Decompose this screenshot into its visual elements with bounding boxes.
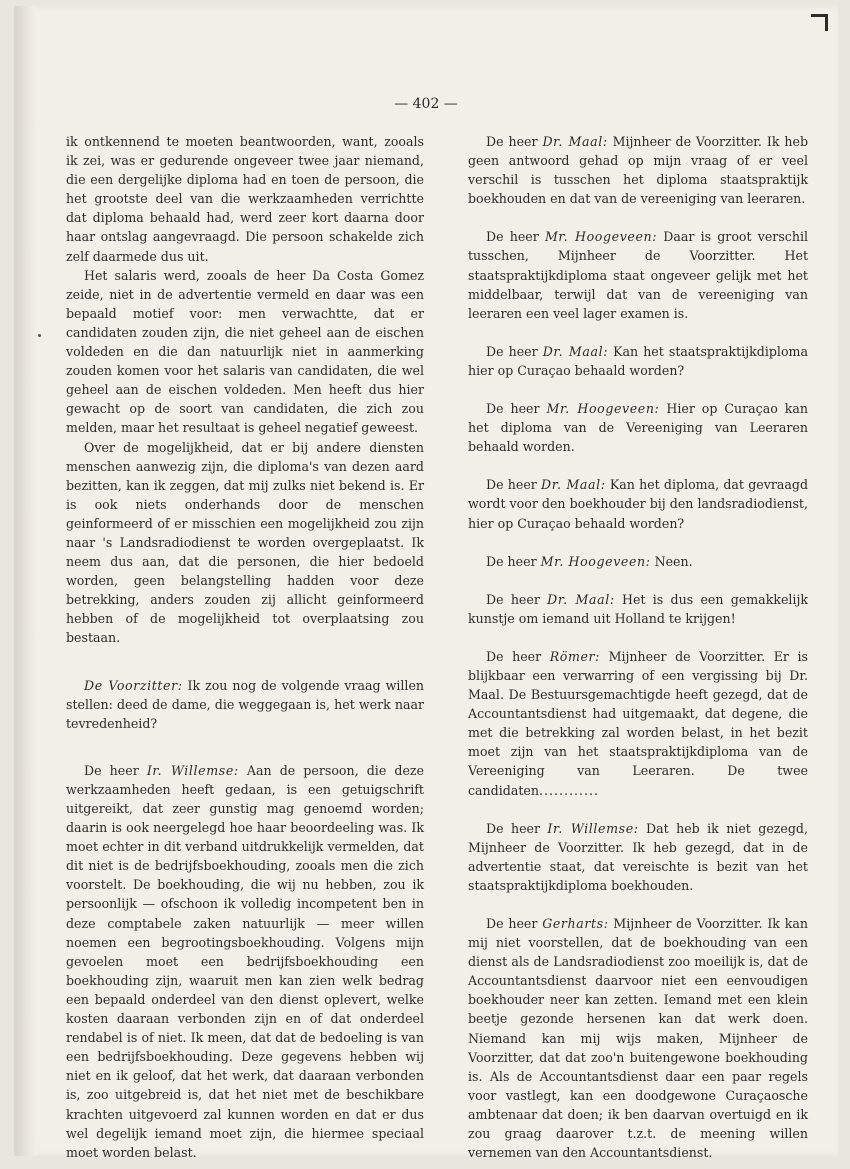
speaker-prefix: De heer [486,553,541,569]
speech-text: Neen. [650,553,693,569]
page-fold-shadow [14,6,36,1156]
speaker-name: Dr. Maal: [542,343,609,359]
speech-text: Aan de persoon, die deze werkzaamheden heeft gedaan, is een getuigschrift uitgereikt, dat zeer gunstig mag genoemd worden; daarin is ook neergelegd hoe haar beoordeeling was. Ik moet echter in dit verband uitdrukkelijk vermelden, dat dit niet is de bedrijfsboekhouding, zooals men die zich voorstelt. De boekhouding, die wij nu hebben, zou ik persoonlijk — ofschoon ik volledig incompetent ben in deze comptabele zaken natuurlijk — meer willen noemen een begrootingsboekhouding. Volgens mijn gevoelen moet een bedrijfsboekhouding een boekhouding zijn, waaruit men kan zien welk bedrag een bepaald onderdeel van den dienst oplevert, welke kosten daaraan verbonden zijn en of dat onderdeel rendabel is of niet. Ik meen, dat dat de bedoeling is van een bedrijfsboekhouding. Deze gegevens hebben wij niet en ik geloof, dat het werk, dat daaraan verbonden is, zoo uitgebreid is, dat het niet met de beschikbare krachten uitgevoerd zal kunnen worden en dat er dus wel degelijk iemand moet zijn, die hiermee speciaal moet worden belast. [66,762,425,1160]
speech-paragraph [468,647,808,800]
speaker-prefix: De heer [486,648,550,664]
speaker-name: Mr. Hoogeveen: [544,229,658,245]
speaker-name: Dr. Maal: [547,591,615,607]
speaker-name: Mr. Hoogeveen: [540,553,651,569]
paragraph: Over de mogelijkheid, dat er bij andere diensten menschen aanwezig zijn, die diploma's van dezen aard bezitten, kan ik zeggen, dat mij zulks niet bekend is. Er is ook niets onderhands door de menschen geinformeerd of er misschien een mogelijkheid zou zijn naar 's Landsradiodienst te worden overgeplaatst. Ik neem dus aan, dat die personen, die hier bedoeld worden, geen belangstelling hadden voor deze betrekking, anders zouden zij allicht geinformeerd hebben of de mogelijkheid tot overplaatsing zou bestaan. [66,439,424,646]
corner-crop-mark [811,14,828,31]
speech-text: Daar is groot verschil tusschen, Mijnheer de Voorzitter. Het staatspraktijkdiploma staat ongeveer gelijk met het middelbaar, terwijl dat van de vereeniging van leeraren een veel lager examen is. [468,229,808,321]
speech-paragraph [468,399,808,456]
document-page [14,6,838,1161]
speech-paragraph [468,227,808,322]
page-number: — 402 — [394,96,458,112]
speaker-name: Ir. Willemse: [547,820,639,836]
speech-text: Mijnheer de Voorzitter. Ik heb geen antwoord gehad op mijn vraag of er veel verschil is tusschen het diploma staatspraktijk boekhouden en dat van de vereeniging van leeraren. [468,134,809,207]
speech-text: Mijnheer de Voorzitter. Er is blijkbaar een verwarring of een vergissing bij Dr. Maal. De Bestuursgemachtigde heeft gezegd, dat de Accountantsdienst had uitgemaakt, dat degene, die met die betrekking zal worden belast, in het bezit moet zijn van het staatspraktijkdiploma van de Vereeniging van Leeraren. De twee candidaten [468,648,808,798]
speaker-name: Römer: [549,648,601,664]
speaker-name: Gerharts: [542,916,609,931]
speech-text: Het is dus een gemakkelijk kunstje om iemand uit Holland te krijgen! [468,591,808,626]
speaker-name: Mr. Hoogeveen: [546,401,660,417]
left-column [66,132,424,1162]
paragraph: Het salaris werd, zooals de heer Da Costa Gomez zeide, niet in de advertentie vermeld en daar was een bepaald motief voor: men verwachtte, dat er candidaten zouden zijn, die niet geheel aan de eischen voldeden en die dan natuurlijk niet in aanmerking zouden komen voor het salaris van candidaten, die wel geheel aan de eischen voldeden. Men heeft dus hier gewacht op de soort van candidaten, die zich zou melden, maar het resultaat is geheel negatief geweest. [66,267,424,436]
speech-text: Kan het diploma, dat gevraagd wordt voor den boekhouder bij den landsradiodienst, hier op Curaçao behaald worden? [468,477,809,531]
speaker-name: De Voorzitter: [84,677,183,693]
speaker-prefix: De heer [486,134,543,149]
speech-paragraph [468,590,808,628]
margin-speck [38,334,41,337]
speaker-prefix: De heer [486,229,545,245]
speaker-prefix: De heer [486,401,547,417]
speech-paragraph [468,132,808,208]
speech-paragraph [468,552,808,571]
speech-paragraph [468,819,808,895]
speech-text: Kan het staatspraktijkdiploma hier op Curaçao behaald worden? [468,343,808,378]
speech-text: Dat heb ik niet gezegd, Mijnheer de Voorzitter. Ik heb gezegd, dat in de advertentie staat, dat vereischte is bezit van het staatspraktijkdiploma boekhouden. [468,820,808,893]
speaker-prefix: De heer [486,820,548,836]
speaker-name: Dr. Maal: [541,477,606,493]
ellipsis-dots: ............ [538,782,600,798]
speaker-prefix: De heer [486,343,543,359]
right-column [468,132,808,1162]
speaker-name: Dr. Maal: [542,134,608,149]
speaker-name: Ir. Willemse: [146,762,239,778]
speech-text: Mijnheer de Voorzitter. Ik kan mij niet voorstellen, dat de boekhouding van een dienst als de Landsradiodienst zoo moeilijk is, dat de Accountantsdienst daarvoor niet een eenvoudigen boekhouder neer kan zetten. Iemand met een klein beetje gezonde hersenen kan dat werk doen. Niemand kan mij wijs maken, Mijnheer de Voorzitter, dat dat zoo'n buitengewone boekhouding is. Als de Accountantsdienst daar een paar regels voor vastlegt, kan een doodgewone Curaçaosche ambtenaar dat doen; ik ben daarvan overtuigd en ik zou graag daarover t.z.t. de meening willen vernemen van den Accountantsdienst. [468,916,808,1161]
paragraph: ik ontkennend te moeten beantwoorden, want, zooals ik zei, was er gedurende ongeveer twee jaar niemand, die een dergelijke diploma had en toen de persoon, die het grootste deel van die werkzaamheden verrichtte dat diploma behaald had, werd zeer kort daarna door haar ontslag aangevraagd. Die persoon schakelde zich zelf daarmede dus uit. [66,134,424,264]
speech-text: Hier op Curaçao kan het diploma van de Vereeniging van Leeraren behaald worden. [468,401,808,455]
speaker-prefix: De heer [486,916,543,931]
speech-paragraph [468,914,808,1162]
speech-paragraph [468,342,808,380]
speech-paragraph [66,676,424,733]
speaker-prefix: De heer [486,591,548,607]
speech-paragraph [66,761,424,1162]
speaker-prefix: De heer [486,477,542,493]
speech-text: Ik zou nog de volgende vraag willen stellen: deed de dame, die weggegaan is, het werk naar tevredenheid? [66,677,425,731]
speaker-prefix: De heer [84,762,147,778]
speech-paragraph [468,475,808,532]
